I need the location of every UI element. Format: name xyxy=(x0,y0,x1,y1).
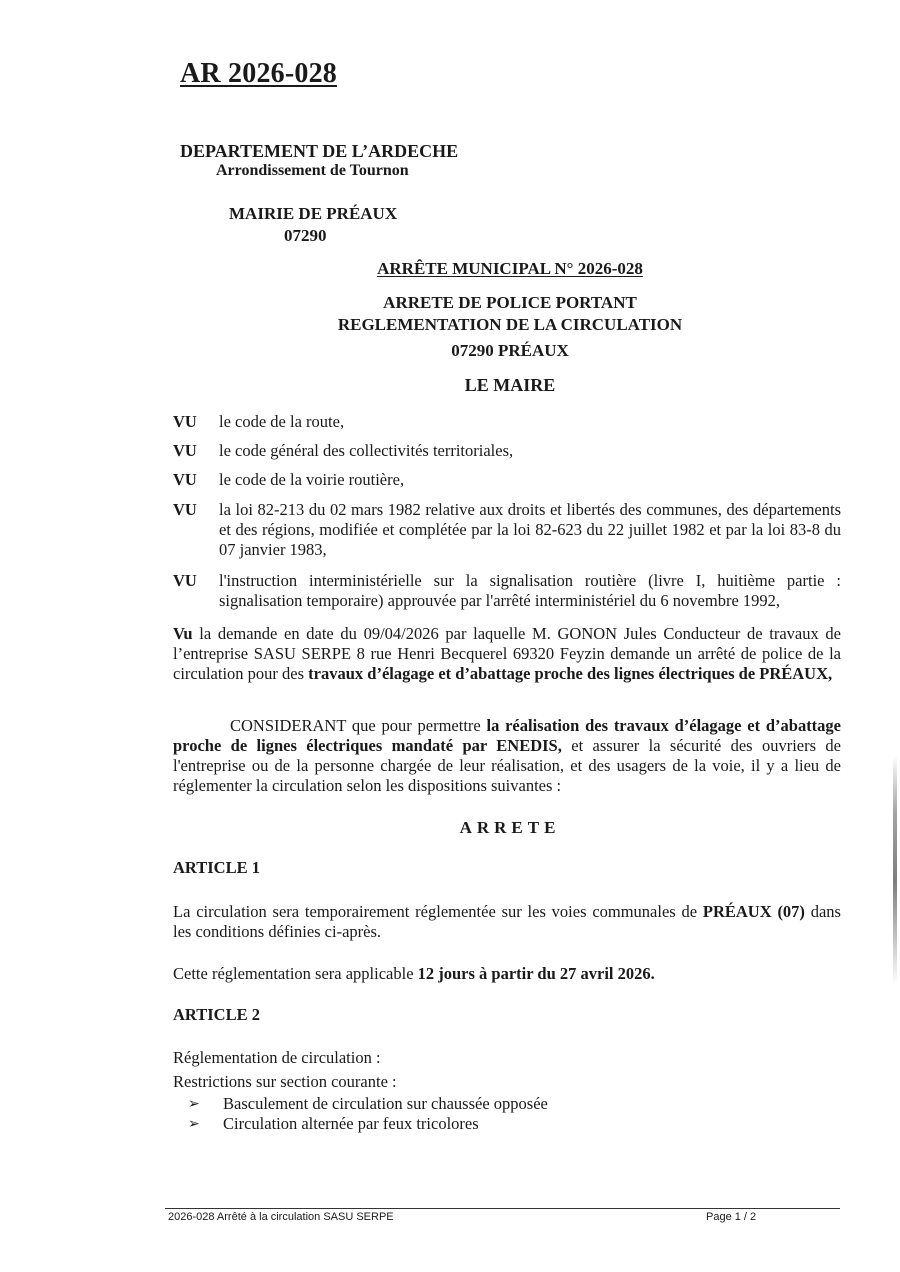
vu-label: VU xyxy=(173,571,197,590)
arrow-bullet-icon: ➢ xyxy=(188,1097,200,1112)
vu-label: VU xyxy=(173,441,197,460)
mairie-name: MAIRIE DE PRÉAUX xyxy=(229,204,398,223)
vu-text: le code général des collectivités territoriales, xyxy=(219,441,514,460)
arrow-bullet-icon: ➢ xyxy=(188,1117,200,1132)
scan-edge-shadow xyxy=(893,755,897,985)
vu-item xyxy=(173,500,841,560)
considerant-lead: CONSIDERANT que pour permettre xyxy=(230,716,487,735)
vu-text: le code de la voirie routière, xyxy=(219,470,405,489)
police-title-line-1: ARRETE DE POLICE PORTANT xyxy=(383,293,637,312)
document-reference: AR 2026-028 xyxy=(180,58,337,89)
demande-label: Vu xyxy=(173,624,193,643)
bullet-item xyxy=(188,1094,548,1115)
article-1-paragraph-1 xyxy=(173,902,841,942)
article-1-text-rest: dans les conditions définies ci-après. xyxy=(173,902,841,941)
article-1-title: ARTICLE 1 xyxy=(173,858,260,877)
considerant-paragraph xyxy=(173,716,841,796)
vu-item xyxy=(173,470,841,490)
vu-text: l'instruction interministérielle sur la signalisation routière (livre I, huitième partie : signalisation temporaire) approuvée par l'arrêté interministériel du 6 novembre 1992, xyxy=(219,571,841,610)
article-1-duration-bold: 12 jours à partir du 27 avril 2026. xyxy=(417,964,655,983)
department-name: DEPARTEMENT DE L’ARDECHE xyxy=(180,141,459,161)
footer-page-number: Page 1 / 2 xyxy=(706,1211,757,1223)
article-1-bold-location: PRÉAUX (07) xyxy=(702,902,805,921)
vu-text: le code de la route, xyxy=(219,412,345,431)
article-1-duration-text: Cette réglementation sera applicable xyxy=(173,964,418,983)
article-2-line-2: Restrictions sur section courante : xyxy=(173,1072,397,1091)
considerant-rest: et assurer la sécurité des ouvriers de l'entreprise ou de la personne chargée de leur réalisation, et des usagers de la voie, il y a lieu de réglementer la circulation selon les dispositions suivantes : xyxy=(173,736,841,795)
considerant-bold-text: la réalisation des travaux d’élagage et d’abattage proche de lignes électriques mandaté par ENEDIS, xyxy=(173,716,842,755)
vu-text: la loi 82-213 du 02 mars 1982 relative aux droits et libertés des communes, des départements et des régions, modifiée et complétée par la loi 82-623 du 22 juillet 1982 et par la loi 83-8 du 07 janvier 1983, xyxy=(219,500,841,559)
demande-paragraph xyxy=(173,624,841,684)
demande-text: la demande en date du 09/04/2026 par laquelle M. GONON Jules Conducteur de travaux de l’entreprise SASU SERPE 8 rue Henri Becquerel 69320 Feyzin demande un arrêté de police de la circulation pour des xyxy=(173,624,841,683)
arrondissement-name: Arrondissement de Tournon xyxy=(216,162,409,179)
bullet-text: Circulation alternée par feux tricolores xyxy=(223,1114,479,1133)
postal-code: 07290 xyxy=(284,226,327,245)
police-title-line-3: 07290 PRÉAUX xyxy=(451,341,569,360)
article-1-paragraph-2 xyxy=(173,964,841,984)
vu-item xyxy=(173,571,841,611)
bullet-text: Basculement de circulation sur chaussée opposée xyxy=(223,1094,548,1113)
vu-label: VU xyxy=(173,412,197,431)
vu-item xyxy=(173,412,841,432)
article-1-text: La circulation sera temporairement réglementée sur les voies communales de xyxy=(173,902,703,921)
vu-label: VU xyxy=(173,470,197,489)
arrete-municipal-title: ARRÊTE MUNICIPAL N° 2026-028 xyxy=(377,259,643,278)
article-2-line-1: Réglementation de circulation : xyxy=(173,1048,381,1067)
footer-divider xyxy=(165,1208,840,1209)
vu-item xyxy=(173,441,841,461)
article-2-title: ARTICLE 2 xyxy=(173,1005,260,1024)
bullet-item xyxy=(188,1114,479,1135)
le-maire-heading: LE MAIRE xyxy=(464,375,556,395)
demande-bold-text: travaux d’élagage et d’abattage proche des lignes électriques de PRÉAUX, xyxy=(308,664,833,683)
vu-label: VU xyxy=(173,500,197,519)
police-title-line-2: REGLEMENTATION DE LA CIRCULATION xyxy=(337,315,683,334)
arrete-heading: ARRETE xyxy=(459,818,561,837)
footer-document-name: 2026-028 Arrêté à la circulation SASU SERPE xyxy=(168,1211,394,1223)
